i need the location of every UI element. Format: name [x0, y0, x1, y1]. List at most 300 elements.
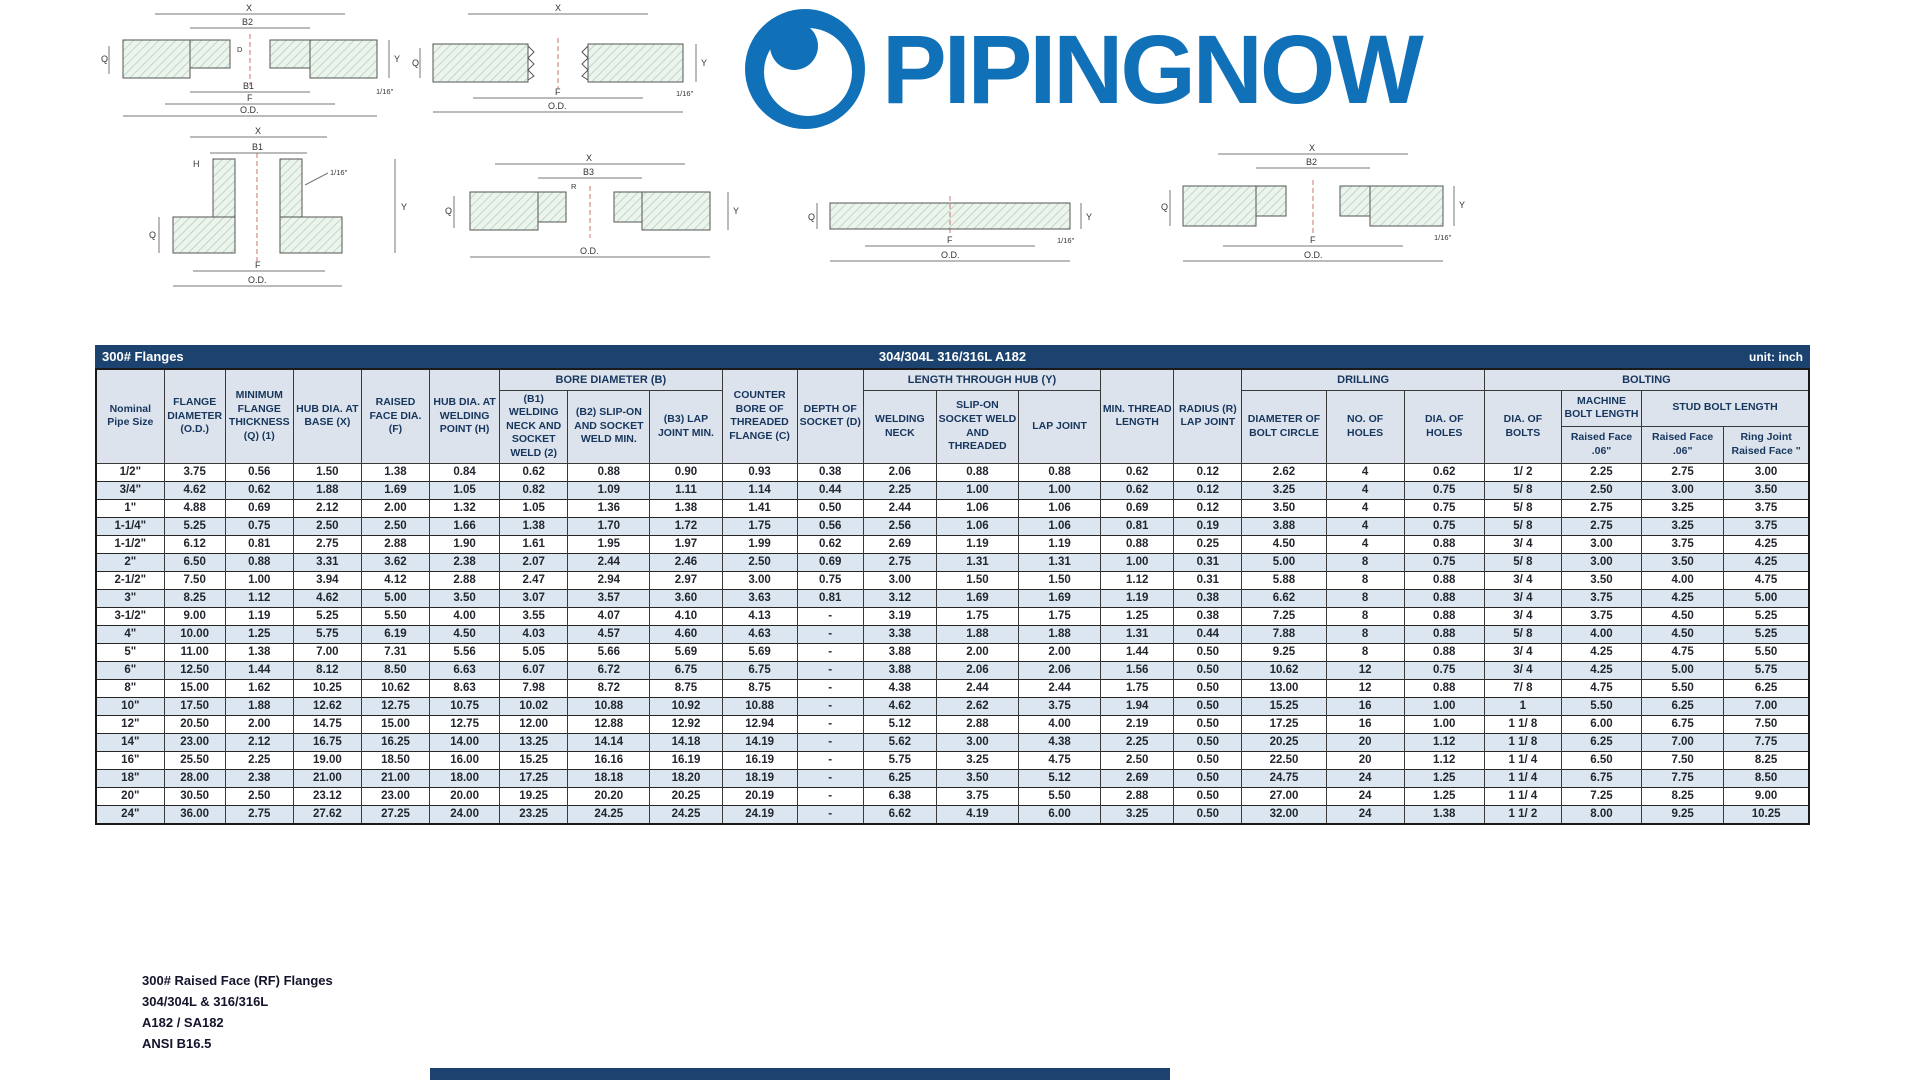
value-cell: 3.25	[1242, 481, 1326, 499]
value-cell: 5.50	[1561, 697, 1641, 715]
table-row	[96, 481, 1809, 499]
value-cell: 1.69	[1019, 589, 1101, 607]
value-cell: 4.50	[1642, 625, 1724, 643]
value-cell: 8.25	[164, 589, 225, 607]
footnotes	[142, 970, 333, 1054]
value-cell: 17.25	[1242, 715, 1326, 733]
dim-label: Q	[149, 230, 157, 240]
dim-label: O.D.	[1304, 250, 1323, 260]
value-cell: 20.25	[650, 787, 722, 805]
dim-label: X	[246, 3, 253, 13]
value-cell: 2.88	[430, 571, 500, 589]
value-cell: 0.88	[1404, 679, 1484, 697]
value-cell: 2.50	[225, 787, 293, 805]
value-cell: 2.44	[863, 499, 936, 517]
value-cell: 14.18	[650, 733, 722, 751]
value-cell: 2.50	[722, 553, 797, 571]
value-cell: 6.00	[1561, 715, 1641, 733]
value-cell: 5.00	[361, 589, 429, 607]
value-cell: 3.50	[1642, 553, 1724, 571]
value-cell: 2.12	[293, 499, 361, 517]
value-cell: -	[797, 733, 863, 751]
pipe-size-cell: 1"	[96, 499, 164, 517]
value-cell: 1.44	[225, 661, 293, 679]
value-cell: 0.62	[797, 535, 863, 553]
value-cell: 12.88	[568, 715, 650, 733]
value-cell: 15.00	[164, 679, 225, 697]
value-cell: 1 1/ 4	[1484, 751, 1561, 769]
col-header-db: DIA. OF BOLTS	[1484, 390, 1561, 463]
value-cell: 10.88	[722, 697, 797, 715]
value-cell: 6.50	[164, 553, 225, 571]
value-cell: 15.00	[361, 715, 429, 733]
value-cell: 2.69	[863, 535, 936, 553]
value-cell: 4.19	[936, 805, 1018, 824]
value-cell: 5.00	[1642, 661, 1724, 679]
dim-label: 1/16"	[676, 89, 694, 98]
value-cell: 1.97	[650, 535, 722, 553]
value-cell: 2.19	[1101, 715, 1174, 733]
pipe-size-cell: 3/4"	[96, 481, 164, 499]
pipe-size-cell: 6"	[96, 661, 164, 679]
value-cell: 1.11	[650, 481, 722, 499]
value-cell: 6.62	[863, 805, 936, 824]
pipe-size-cell: 5"	[96, 643, 164, 661]
drawing-blind-flange	[805, 168, 1095, 268]
value-cell: 1.05	[430, 481, 500, 499]
drawing-slip-on-flange	[1158, 142, 1468, 267]
value-cell: 1.00	[936, 481, 1018, 499]
value-cell: 0.75	[1404, 517, 1484, 535]
value-cell: 1.12	[225, 589, 293, 607]
value-cell: 4.00	[1019, 715, 1101, 733]
table-row	[96, 751, 1809, 769]
value-cell: 4.50	[1242, 535, 1326, 553]
value-cell: 21.00	[361, 769, 429, 787]
value-cell: 4.50	[430, 625, 500, 643]
value-cell: 0.81	[797, 589, 863, 607]
value-cell: 3.75	[1561, 589, 1641, 607]
value-cell: 0.25	[1174, 535, 1242, 553]
col-header-b3: (B3) LAP JOINT MIN.	[650, 390, 722, 463]
value-cell: 6.19	[361, 625, 429, 643]
table-row	[96, 715, 1809, 733]
value-cell: 30.50	[164, 787, 225, 805]
group-header-drilling: DRILLING	[1242, 369, 1484, 390]
value-cell: 20	[1326, 751, 1404, 769]
value-cell: -	[797, 643, 863, 661]
value-cell: 5.50	[1724, 643, 1809, 661]
value-cell: 1.38	[500, 517, 568, 535]
table-row	[96, 733, 1809, 751]
value-cell: 0.50	[1174, 715, 1242, 733]
value-cell: 2.38	[225, 769, 293, 787]
value-cell: 24.75	[1242, 769, 1326, 787]
value-cell: 2.50	[1101, 751, 1174, 769]
value-cell: 1.06	[936, 499, 1018, 517]
pipe-size-cell: 4"	[96, 625, 164, 643]
col-header-x: HUB DIA. AT BASE (X)	[293, 369, 361, 463]
value-cell: 0.75	[1404, 499, 1484, 517]
value-cell: 4.75	[1642, 643, 1724, 661]
value-cell: 4.13	[722, 607, 797, 625]
value-cell: 3.63	[722, 589, 797, 607]
value-cell: 4.88	[164, 499, 225, 517]
value-cell: 8	[1326, 589, 1404, 607]
value-cell: 0.38	[1174, 607, 1242, 625]
value-cell: 4.57	[568, 625, 650, 643]
value-cell: 0.88	[225, 553, 293, 571]
value-cell: 5.25	[1724, 625, 1809, 643]
value-cell: 7.00	[293, 643, 361, 661]
value-cell: 4.25	[1642, 589, 1724, 607]
value-cell: 20.20	[568, 787, 650, 805]
value-cell: 0.44	[797, 481, 863, 499]
value-cell: 24	[1326, 787, 1404, 805]
value-cell: 3.75	[1642, 535, 1724, 553]
value-cell: -	[797, 751, 863, 769]
value-cell: 0.38	[797, 463, 863, 481]
value-cell: 20.50	[164, 715, 225, 733]
value-cell: 1.31	[1019, 553, 1101, 571]
col-header-so: SLIP-ON SOCKET WELD AND THREADED	[936, 390, 1018, 463]
value-cell: 5/ 8	[1484, 499, 1561, 517]
table-row	[96, 463, 1809, 481]
value-cell: 6.72	[568, 661, 650, 679]
value-cell: 2.50	[293, 517, 361, 535]
value-cell: 6.25	[1561, 733, 1641, 751]
value-cell: 12	[1326, 661, 1404, 679]
value-cell: 4	[1326, 517, 1404, 535]
value-cell: 1.38	[650, 499, 722, 517]
value-cell: 0.69	[225, 499, 293, 517]
value-cell: 5/ 8	[1484, 517, 1561, 535]
value-cell: 1.95	[568, 535, 650, 553]
value-cell: 1.00	[1019, 481, 1101, 499]
value-cell: 2.00	[361, 499, 429, 517]
value-cell: 0.56	[225, 463, 293, 481]
dim-label: O.D.	[941, 250, 960, 260]
value-cell: 23.12	[293, 787, 361, 805]
value-cell: 6.12	[164, 535, 225, 553]
value-cell: 24	[1326, 769, 1404, 787]
value-cell: 1.25	[1404, 769, 1484, 787]
value-cell: 0.69	[1101, 499, 1174, 517]
value-cell: 1.19	[1101, 589, 1174, 607]
value-cell: 3.00	[1561, 553, 1641, 571]
dim-label: O.D.	[240, 105, 259, 115]
value-cell: 2.25	[225, 751, 293, 769]
value-cell: 0.88	[568, 463, 650, 481]
col-header-b2: (B2) SLIP-ON AND SOCKET WELD MIN.	[568, 390, 650, 463]
value-cell: 0.88	[936, 463, 1018, 481]
dim-label: F	[1310, 235, 1316, 245]
dim-label: Y	[701, 58, 708, 68]
value-cell: 8	[1326, 607, 1404, 625]
dim-label: B1	[243, 81, 255, 91]
value-cell: 8	[1326, 643, 1404, 661]
value-cell: 17.50	[164, 697, 225, 715]
value-cell: 0.88	[1404, 571, 1484, 589]
value-cell: 7.50	[164, 571, 225, 589]
value-cell: 0.62	[1101, 481, 1174, 499]
value-cell: 4.25	[1724, 553, 1809, 571]
value-cell: 7.00	[1642, 733, 1724, 751]
value-cell: 1.19	[225, 607, 293, 625]
value-cell: 25.50	[164, 751, 225, 769]
value-cell: -	[797, 805, 863, 824]
value-cell: 3/ 4	[1484, 589, 1561, 607]
value-cell: 6.62	[1242, 589, 1326, 607]
value-cell: 3/ 4	[1484, 661, 1561, 679]
value-cell: 0.81	[225, 535, 293, 553]
value-cell: 12.94	[722, 715, 797, 733]
value-cell: 2.50	[1561, 481, 1641, 499]
value-cell: 3.12	[863, 589, 936, 607]
value-cell: 6.25	[863, 769, 936, 787]
value-cell: 3/ 4	[1484, 571, 1561, 589]
value-cell: 10.92	[650, 697, 722, 715]
value-cell: 4.38	[1019, 733, 1101, 751]
col-header-mb-rf: Raised Face .06"	[1561, 427, 1641, 464]
value-cell: 2.46	[650, 553, 722, 571]
table-unit: unit: inch	[1749, 349, 1803, 364]
value-cell: 1.06	[1019, 499, 1101, 517]
value-cell: 1.99	[722, 535, 797, 553]
value-cell: 18.50	[361, 751, 429, 769]
value-cell: 24.25	[568, 805, 650, 824]
value-cell: 0.12	[1174, 463, 1242, 481]
drawing-welding-neck-flange	[95, 125, 415, 295]
value-cell: 0.88	[1404, 625, 1484, 643]
value-cell: 4.38	[863, 679, 936, 697]
value-cell: 5.75	[293, 625, 361, 643]
value-cell: 3.38	[863, 625, 936, 643]
value-cell: 20.25	[1242, 733, 1326, 751]
value-cell: 23.00	[361, 787, 429, 805]
drawing-lap-joint-flange	[440, 152, 740, 267]
value-cell: 8.12	[293, 661, 361, 679]
value-cell: 16	[1326, 697, 1404, 715]
value-cell: 3.55	[500, 607, 568, 625]
group-header-bolting: BOLTING	[1484, 369, 1809, 390]
value-cell: 0.62	[225, 481, 293, 499]
value-cell: 2.88	[361, 535, 429, 553]
pipe-size-cell: 24"	[96, 805, 164, 824]
value-cell: 16.16	[568, 751, 650, 769]
value-cell: 4	[1326, 463, 1404, 481]
value-cell: 7.50	[1724, 715, 1809, 733]
value-cell: 4	[1326, 535, 1404, 553]
value-cell: 5.50	[361, 607, 429, 625]
col-header-wn: WELDING NECK	[863, 390, 936, 463]
value-cell: 8.00	[1561, 805, 1641, 824]
value-cell: 5.05	[500, 643, 568, 661]
dim-label: Y	[1086, 212, 1093, 222]
value-cell: 1.41	[722, 499, 797, 517]
value-cell: 20	[1326, 733, 1404, 751]
value-cell: 9.00	[1724, 787, 1809, 805]
col-header-d: DEPTH OF SOCKET (D)	[797, 369, 863, 463]
value-cell: 1 1/ 4	[1484, 787, 1561, 805]
value-cell: 27.25	[361, 805, 429, 824]
value-cell: 2.62	[936, 697, 1018, 715]
value-cell: 10.25	[293, 679, 361, 697]
col-header-lj: LAP JOINT	[1019, 390, 1101, 463]
value-cell: 0.12	[1174, 481, 1242, 499]
value-cell: 0.75	[1404, 661, 1484, 679]
dim-label: Q	[101, 54, 109, 64]
table-row	[96, 697, 1809, 715]
value-cell: 0.88	[1404, 643, 1484, 661]
pipe-size-cell: 2"	[96, 553, 164, 571]
value-cell: 24.25	[650, 805, 722, 824]
value-cell: 0.50	[1174, 661, 1242, 679]
value-cell: 10.02	[500, 697, 568, 715]
value-cell: 1 1/ 2	[1484, 805, 1561, 824]
value-cell: 3.00	[1724, 463, 1809, 481]
value-cell: 2.97	[650, 571, 722, 589]
value-cell: 4.03	[500, 625, 568, 643]
value-cell: 0.88	[1101, 535, 1174, 553]
value-cell: 6.07	[500, 661, 568, 679]
group-header-bore: BORE DIAMETER (B)	[500, 369, 722, 390]
value-cell: 12.75	[430, 715, 500, 733]
dim-label: B3	[583, 167, 595, 177]
value-cell: 1 1/ 8	[1484, 733, 1561, 751]
value-cell: 10.25	[1724, 805, 1809, 824]
value-cell: 2.12	[225, 733, 293, 751]
value-cell: 5.50	[1019, 787, 1101, 805]
pipe-size-cell: 14"	[96, 733, 164, 751]
value-cell: 23.00	[164, 733, 225, 751]
col-header-mb: MACHINE BOLT LENGTH	[1561, 390, 1641, 427]
value-cell: 1.12	[1404, 733, 1484, 751]
value-cell: 4.63	[722, 625, 797, 643]
dim-label: Y	[733, 206, 740, 216]
value-cell: 20.00	[430, 787, 500, 805]
value-cell: 3.88	[863, 643, 936, 661]
value-cell: -	[797, 661, 863, 679]
value-cell: 3.07	[500, 589, 568, 607]
value-cell: -	[797, 697, 863, 715]
value-cell: 0.44	[1174, 625, 1242, 643]
value-cell: 3.50	[1561, 571, 1641, 589]
value-cell: 1.14	[722, 481, 797, 499]
value-cell: 0.62	[1101, 463, 1174, 481]
value-cell: 0.69	[797, 553, 863, 571]
value-cell: 1.00	[1404, 715, 1484, 733]
value-cell: 1.72	[650, 517, 722, 535]
dim-label: B2	[1306, 157, 1318, 167]
dim-label: B1	[252, 142, 264, 152]
table-row	[96, 643, 1809, 661]
value-cell: 4	[1326, 499, 1404, 517]
value-cell: 4.25	[1724, 535, 1809, 553]
value-cell: 18.18	[568, 769, 650, 787]
value-cell: 1.70	[568, 517, 650, 535]
col-header-q: MINIMUM FLANGE THICKNESS (Q) (1)	[225, 369, 293, 463]
dim-label: O.D.	[248, 275, 267, 285]
value-cell: 7.88	[1242, 625, 1326, 643]
dim-label: F	[255, 260, 261, 270]
value-cell: 1 1/ 8	[1484, 715, 1561, 733]
value-cell: 7.00	[1724, 697, 1809, 715]
value-cell: 5/ 8	[1484, 481, 1561, 499]
value-cell: 0.50	[1174, 697, 1242, 715]
value-cell: 7.25	[1242, 607, 1326, 625]
value-cell: 2.56	[863, 517, 936, 535]
value-cell: 0.62	[500, 463, 568, 481]
col-header-mt: MIN. THREAD LENGTH	[1101, 369, 1174, 463]
pipe-size-cell: 8"	[96, 679, 164, 697]
value-cell: 36.00	[164, 805, 225, 824]
value-cell: 18.00	[430, 769, 500, 787]
value-cell: 6.25	[1642, 697, 1724, 715]
table-row	[96, 589, 1809, 607]
value-cell: 12.75	[361, 697, 429, 715]
value-cell: 3.25	[1101, 805, 1174, 824]
value-cell: 1.88	[936, 625, 1018, 643]
value-cell: 2.75	[1642, 463, 1724, 481]
value-cell: 1.88	[1019, 625, 1101, 643]
value-cell: 1.75	[722, 517, 797, 535]
value-cell: 3.60	[650, 589, 722, 607]
table-row	[96, 805, 1809, 824]
value-cell: 0.88	[1404, 589, 1484, 607]
value-cell: 0.31	[1174, 571, 1242, 589]
value-cell: 1.05	[500, 499, 568, 517]
value-cell: 7.75	[1642, 769, 1724, 787]
value-cell: 4.12	[361, 571, 429, 589]
dim-label: Y	[394, 54, 401, 64]
dim-label: R	[571, 182, 577, 191]
value-cell: 21.00	[293, 769, 361, 787]
dim-label: O.D.	[580, 246, 599, 256]
pipe-size-cell: 16"	[96, 751, 164, 769]
value-cell: 4	[1326, 481, 1404, 499]
value-cell: 5.25	[1724, 607, 1809, 625]
value-cell: 3.25	[1642, 499, 1724, 517]
value-cell: 0.50	[1174, 769, 1242, 787]
value-cell: 4.75	[1019, 751, 1101, 769]
value-cell: 5.69	[722, 643, 797, 661]
value-cell: 5.66	[568, 643, 650, 661]
value-cell: 3/ 4	[1484, 535, 1561, 553]
value-cell: 3.88	[1242, 517, 1326, 535]
table-row	[96, 769, 1809, 787]
col-header-c: COUNTER BORE OF THREADED FLANGE (C)	[722, 369, 797, 463]
value-cell: 4.62	[293, 589, 361, 607]
dim-label: F	[247, 93, 253, 103]
value-cell: 0.50	[1174, 787, 1242, 805]
value-cell: 0.88	[1404, 607, 1484, 625]
value-cell: 4.75	[1561, 679, 1641, 697]
pipe-size-cell: 2-1/2"	[96, 571, 164, 589]
value-cell: 5.50	[1642, 679, 1724, 697]
dim-label: X	[1309, 143, 1316, 153]
value-cell: 27.62	[293, 805, 361, 824]
value-cell: -	[797, 679, 863, 697]
pipe-size-cell: 20"	[96, 787, 164, 805]
value-cell: 3.75	[936, 787, 1018, 805]
value-cell: 3.25	[1642, 517, 1724, 535]
value-cell: 3.75	[164, 463, 225, 481]
dim-label: Q	[1161, 202, 1169, 212]
value-cell: 1.12	[1404, 751, 1484, 769]
value-cell: 13.25	[500, 733, 568, 751]
value-cell: 2.69	[1101, 769, 1174, 787]
